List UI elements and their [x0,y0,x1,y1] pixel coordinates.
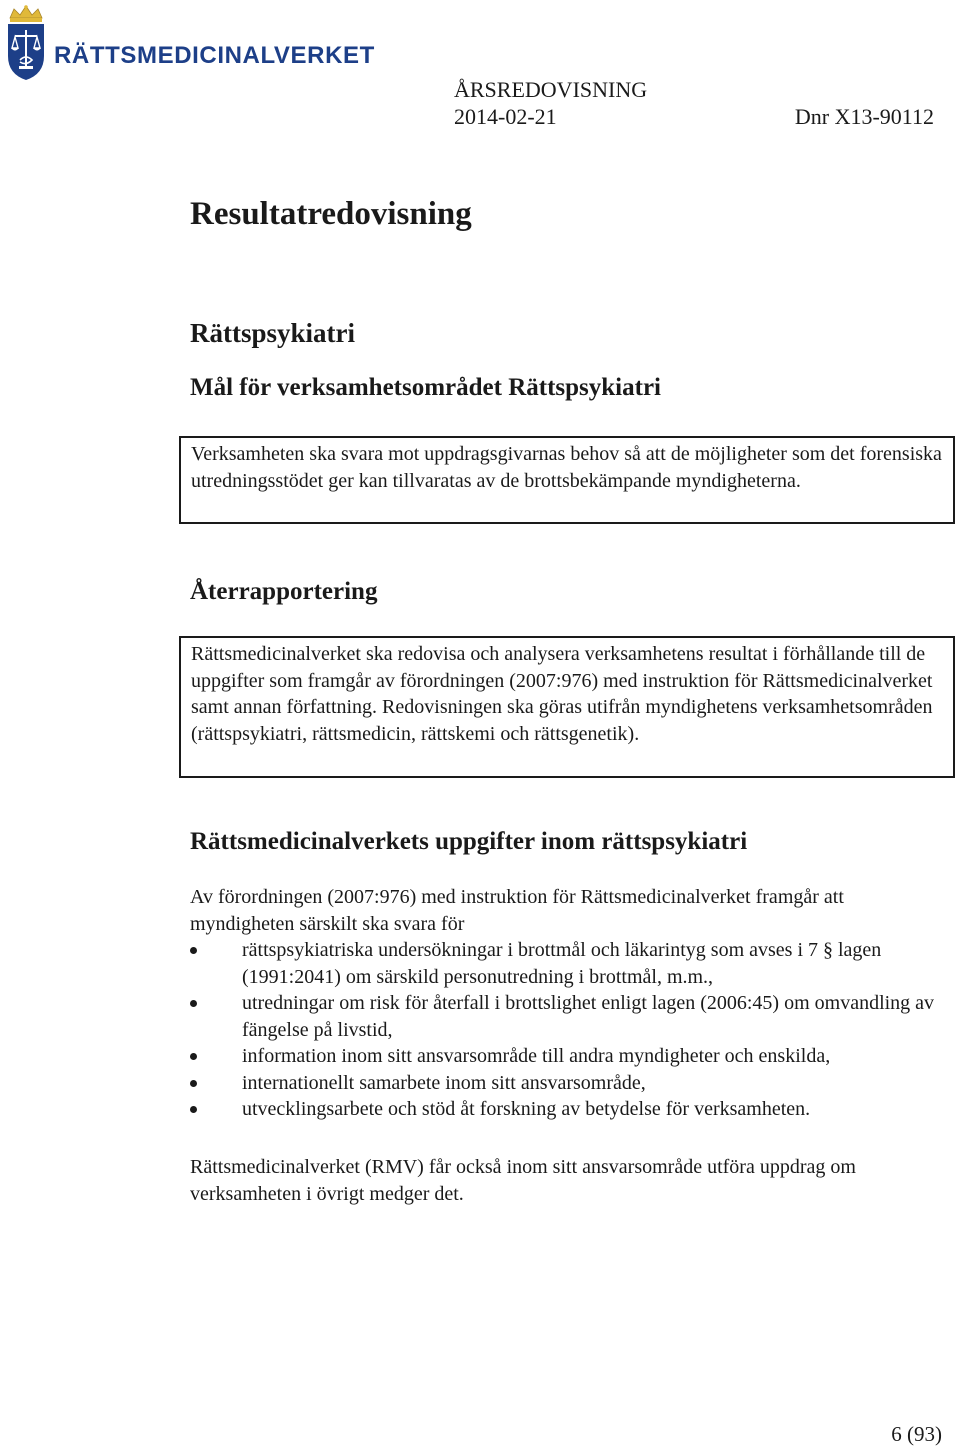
coat-of-arms-icon [4,4,48,82]
tasks-heading: Rättsmedicinalverkets uppgifter inom rättspsykiatri [190,828,748,855]
goal-box [179,436,955,524]
list-item [190,1043,942,1070]
page-title: Resultatredovisning [190,196,472,232]
bullet-icon [190,1053,197,1060]
page-number: 6 (93) [891,1422,942,1446]
goal-text: Verksamheten ska svara mot uppdragsgivarnas behov så att de möjligheter som det forensiska utredningsstödet ger kan tillvaratas av de brottsbekämpande myndigheterna. [191,443,942,492]
document-type: ÅRSREDOVISNING [454,77,648,102]
list-item-text: internationellt samarbete inom sitt ansvarsområde, [242,1071,646,1094]
closing-text: Rättsmedicinalverket (RMV) får också inom sitt ansvarsområde utföra uppdrag om verksamheten i övrigt medger det. [190,1156,856,1205]
list-item [190,1070,942,1097]
section-heading: Rättspsykiatri [190,318,356,348]
bullet-icon [190,1106,197,1113]
list-item-text: utvecklingsarbete och stöd åt forskning av betydelse för verksamheten. [242,1098,811,1120]
bullet-icon [190,947,197,954]
list-item-text: utredningar om risk för återfall i brottslighet enligt lagen (2006:45) om omvandling av fängelse på livstid, [242,992,935,1041]
goal-heading: Mål för verksamhetsområdet Rättspsykiatri [190,374,661,401]
reporting-box [179,636,955,778]
list-item-text: rättspsykiatriska undersökningar i brottmål och läkarintyg som avses i 7 § lagen (1991:2041) om särskild personutredning i brottmål, m.m., [242,939,882,988]
document-dnr: Dnr X13-90112 [794,104,934,129]
tasks-intro: Av förordningen (2007:976) med instruktion för Rättsmedicinalverket framgår att myndigheten särskilt ska svara för [190,886,844,935]
reporting-text: Rättsmedicinalverket ska redovisa och analysera verksamhetens resultat i förhållande till de uppgifter som framgår av förordningen (2007:976) med instruktion för Rättsmedicinalverket samt annan författning. Redovisningen ska göras utifrån myndighetens verksamhetsområden (rättspsykiatri, rättsmedicin, rättskemi och rättsgenetik). [191,643,933,745]
bullet-icon [190,1080,197,1087]
list-item [190,937,942,990]
document-date: 2014-02-21 [454,104,557,129]
org-logo [4,4,375,82]
list-item-text: information inom sitt ansvarsområde till andra myndigheter och enskilda, [242,1045,831,1067]
tasks-list [190,937,942,1123]
bullet-icon [190,1000,197,1007]
list-item [190,990,942,1043]
org-name: RÄTTSMEDICINALVERKET [54,42,375,69]
reporting-heading: Återrapportering [190,578,378,605]
list-item [190,1096,942,1123]
